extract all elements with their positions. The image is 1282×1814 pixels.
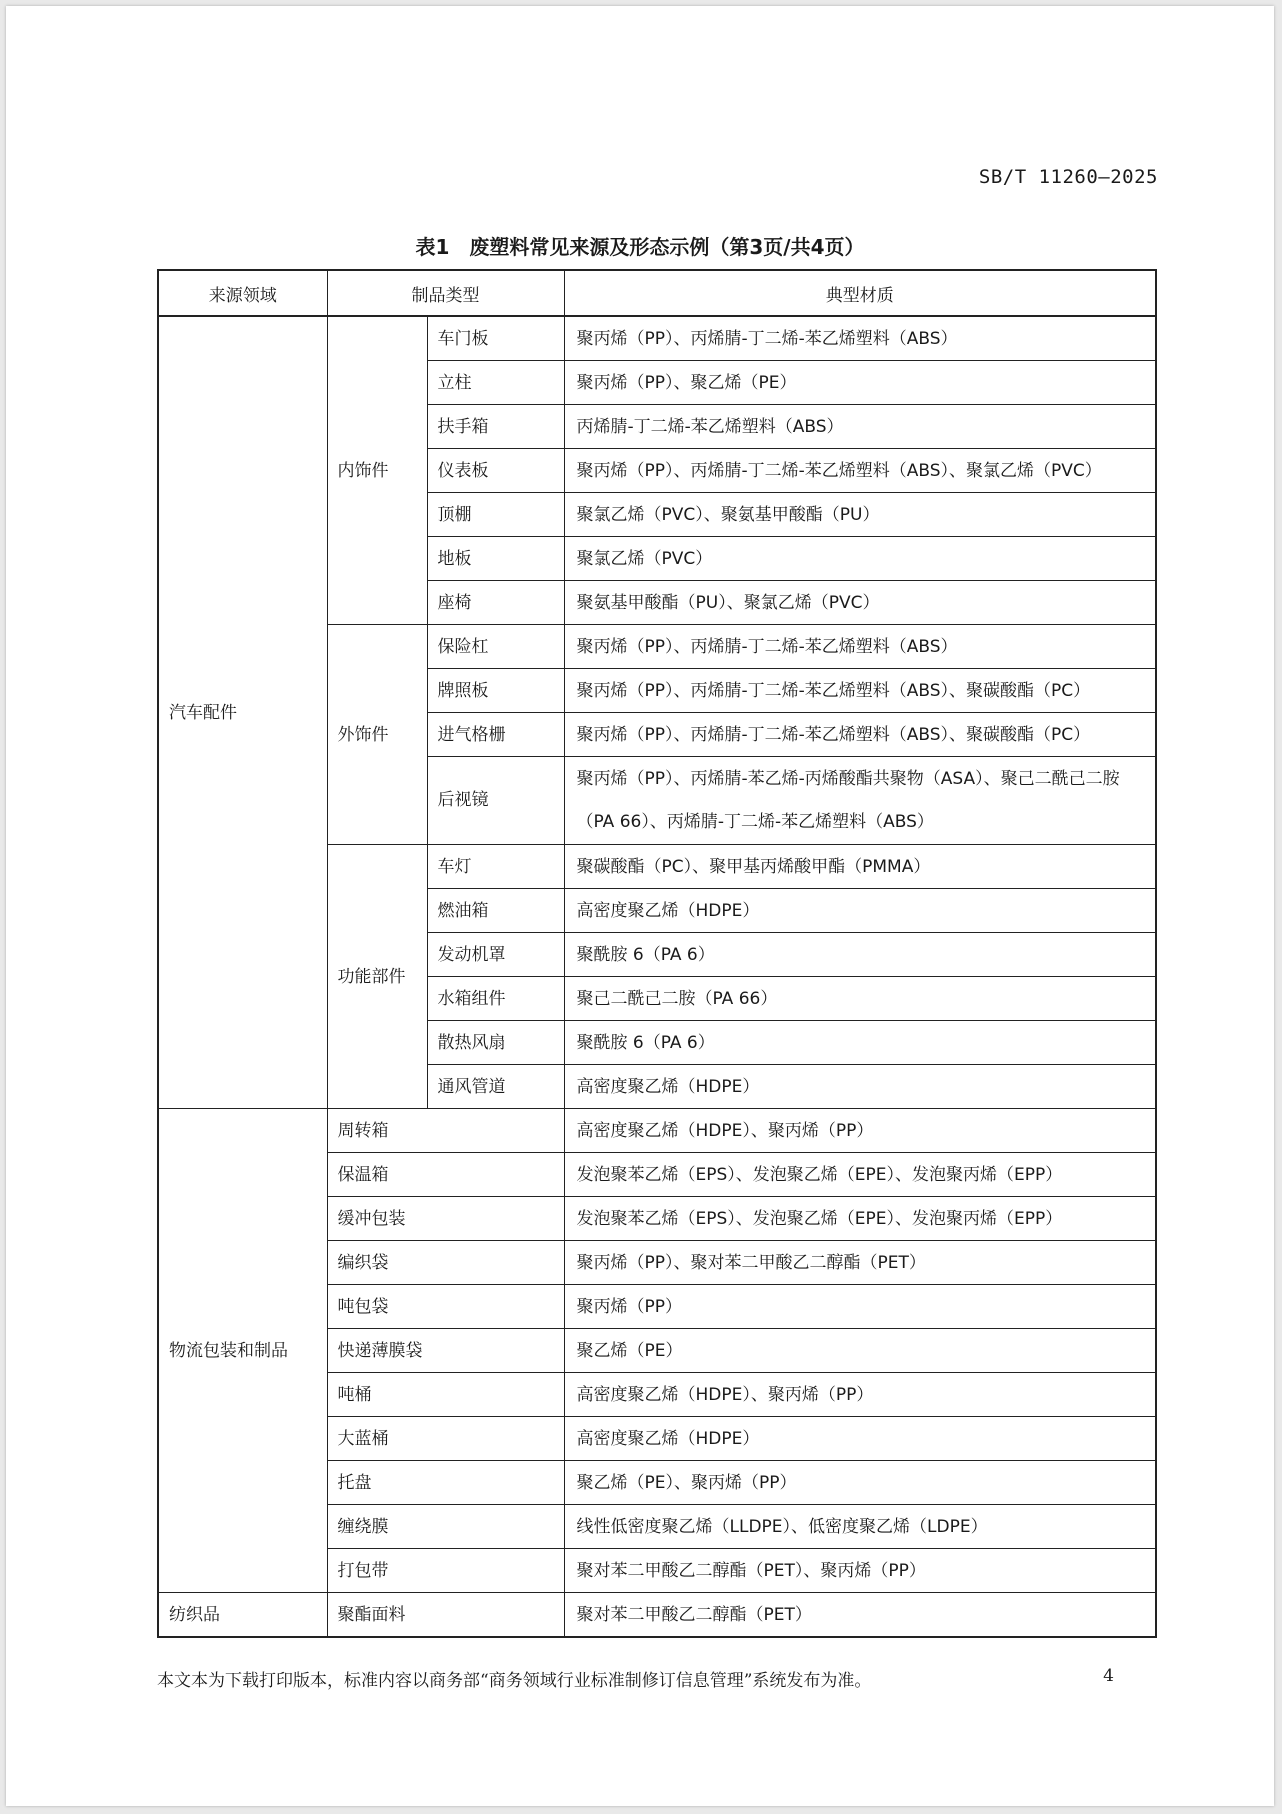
- product-cell: 地板: [427, 537, 564, 581]
- product-cell: 座椅: [427, 581, 564, 625]
- product-cell: 发动机罩: [427, 933, 564, 977]
- material-cell: 线性低密度聚乙烯（LLDPE）、低密度聚乙烯（LDPE）: [564, 1505, 1156, 1549]
- material-cell: 聚丙烯（PP）、聚乙烯（PE）: [564, 361, 1156, 405]
- product-cell: 聚酯面料: [327, 1593, 564, 1638]
- product-cell: 仪表板: [427, 449, 564, 493]
- table-row: [158, 1593, 1156, 1638]
- material-cell: 聚对苯二甲酸乙二醇酯（PET）: [564, 1593, 1156, 1638]
- material-cell: 聚氨基甲酸酯（PU）、聚氯乙烯（PVC）: [564, 581, 1156, 625]
- product-cell: 托盘: [327, 1461, 564, 1505]
- header-source: 来源领域: [158, 270, 327, 316]
- product-cell: 缠绕膜: [327, 1505, 564, 1549]
- product-cell: 后视镜: [427, 757, 564, 845]
- source-cell: 物流包装和制品: [158, 1109, 327, 1593]
- product-cell: 吨包袋: [327, 1285, 564, 1329]
- product-cell: 立柱: [427, 361, 564, 405]
- product-cell: 吨桶: [327, 1373, 564, 1417]
- product-cell: 通风管道: [427, 1065, 564, 1109]
- group-cell: 外饰件: [327, 625, 427, 845]
- material-cell: 聚丙烯（PP）、丙烯腈-丁二烯-苯乙烯塑料（ABS）、聚碳酸酯（PC）: [564, 713, 1156, 757]
- material-cell: 高密度聚乙烯（HDPE）: [564, 1065, 1156, 1109]
- product-cell: 燃油箱: [427, 889, 564, 933]
- material-cell: 聚丙烯（PP）、丙烯腈-丁二烯-苯乙烯塑料（ABS）: [564, 316, 1156, 361]
- product-cell: 保温箱: [327, 1153, 564, 1197]
- material-cell: 聚碳酸酯（PC）、聚甲基丙烯酸甲酯（PMMA）: [564, 845, 1156, 889]
- material-cell: 聚丙烯（PP）: [564, 1285, 1156, 1329]
- product-cell: 水箱组件: [427, 977, 564, 1021]
- material-cell: 聚乙烯（PE）、聚丙烯（PP）: [564, 1461, 1156, 1505]
- material-cell: 聚乙烯（PE）: [564, 1329, 1156, 1373]
- group-cell: 内饰件: [327, 316, 427, 625]
- material-cell: 聚酰胺 6（PA 6）: [564, 933, 1156, 977]
- material-cell: 聚丙烯（PP）、丙烯腈-苯乙烯-丙烯酸酯共聚物（ASA）、聚己二酰己二胺（PA 66）、丙烯腈-丁二烯-苯乙烯塑料（ABS）: [564, 757, 1156, 845]
- product-cell: 牌照板: [427, 669, 564, 713]
- product-cell: 编织袋: [327, 1241, 564, 1285]
- material-cell: 高密度聚乙烯（HDPE）、聚丙烯（PP）: [564, 1109, 1156, 1153]
- header-material: 典型材质: [564, 270, 1156, 316]
- product-cell: 散热风扇: [427, 1021, 564, 1065]
- material-cell: 聚丙烯（PP）、丙烯腈-丁二烯-苯乙烯塑料（ABS）、聚碳酸酯（PC）: [564, 669, 1156, 713]
- header-product: 制品类型: [327, 270, 564, 316]
- table-body: [158, 316, 1156, 1637]
- product-cell: 扶手箱: [427, 405, 564, 449]
- material-cell: 聚己二酰己二胺（PA 66）: [564, 977, 1156, 1021]
- material-cell: 聚丙烯（PP）、聚对苯二甲酸乙二醇酯（PET）: [564, 1241, 1156, 1285]
- table-row: [158, 1109, 1156, 1153]
- product-cell: 大蓝桶: [327, 1417, 564, 1461]
- table-row: [158, 316, 1156, 361]
- material-cell: 高密度聚乙烯（HDPE）: [564, 1417, 1156, 1461]
- source-cell: 汽车配件: [158, 316, 327, 1109]
- document-page: [6, 6, 1274, 1806]
- product-cell: 进气格栅: [427, 713, 564, 757]
- table-title: 表1 废塑料常见来源及形态示例（第3页/共4页）: [415, 235, 865, 259]
- material-cell: 高密度聚乙烯（HDPE）: [564, 889, 1156, 933]
- product-cell: 顶棚: [427, 493, 564, 537]
- material-cell: 发泡聚苯乙烯（EPS）、发泡聚乙烯（EPE）、发泡聚丙烯（EPP）: [564, 1197, 1156, 1241]
- document-code: SB/T 11260—2025: [978, 166, 1158, 188]
- product-cell: 打包带: [327, 1549, 564, 1593]
- material-cell: 聚氯乙烯（PVC）: [564, 537, 1156, 581]
- product-cell: 缓冲包装: [327, 1197, 564, 1241]
- product-cell: 车门板: [427, 316, 564, 361]
- product-cell: 周转箱: [327, 1109, 564, 1153]
- group-cell: 功能部件: [327, 845, 427, 1109]
- source-cell: 纺织品: [158, 1593, 327, 1638]
- material-cell: 发泡聚苯乙烯（EPS）、发泡聚乙烯（EPE）、发泡聚丙烯（EPP）: [564, 1153, 1156, 1197]
- material-cell: 聚酰胺 6（PA 6）: [564, 1021, 1156, 1065]
- product-cell: 车灯: [427, 845, 564, 889]
- page-number: 4: [1103, 1666, 1114, 1686]
- material-cell: 聚氯乙烯（PVC）、聚氨基甲酸酯（PU）: [564, 493, 1156, 537]
- footer-note: 本文本为下载打印版本，标准内容以商务部“商务领域行业标准制修订信息管理”系统发布为准。: [157, 1671, 872, 1691]
- material-cell: 聚对苯二甲酸乙二醇酯（PET）、聚丙烯（PP）: [564, 1549, 1156, 1593]
- material-cell: 丙烯腈-丁二烯-苯乙烯塑料（ABS）: [564, 405, 1156, 449]
- material-cell: 聚丙烯（PP）、丙烯腈-丁二烯-苯乙烯塑料（ABS）、聚氯乙烯（PVC）: [564, 449, 1156, 493]
- material-cell: 聚丙烯（PP）、丙烯腈-丁二烯-苯乙烯塑料（ABS）: [564, 625, 1156, 669]
- product-cell: 保险杠: [427, 625, 564, 669]
- table-header-row: [158, 270, 1156, 316]
- product-cell: 快递薄膜袋: [327, 1329, 564, 1373]
- plastic-sources-table: [157, 269, 1157, 1638]
- material-cell: 高密度聚乙烯（HDPE）、聚丙烯（PP）: [564, 1373, 1156, 1417]
